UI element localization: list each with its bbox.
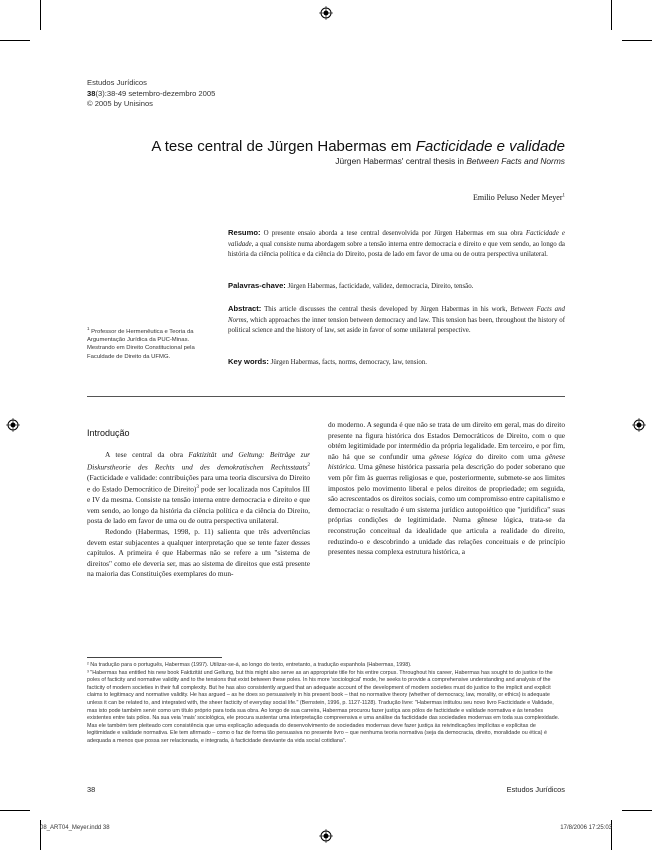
title-text: A tese central de Jürgen Habermas em	[151, 138, 416, 155]
paragraph-text: do direito com uma	[471, 451, 546, 461]
subtitle-italic: Between Facts and Norms	[466, 156, 565, 166]
abstract-block	[228, 304, 565, 337]
journal-header	[87, 78, 215, 110]
keywords-block	[228, 357, 565, 369]
emphasis-text: gênese histórica	[328, 451, 565, 472]
paragraph	[87, 450, 310, 527]
registration-mark-icon	[632, 418, 646, 432]
abstract-italic: Between Facts and Norms	[228, 306, 565, 324]
crop-mark	[622, 810, 652, 811]
footnote-2: ² Na tradução para o português, Habermas (1997). Utilizar-se-á, ao longo do texto, entretanto, a tradução espanhola (Habermas, 1998).	[87, 662, 412, 668]
paragraph-text: pode ser localizada nos Capítulos III e IV da mesma. Consiste na tensão interna entre democracia e direito e que vem sendo, ao longo da história da ciência política e da ciência do Direito, posta de lado em favor de uma ou de outra perspectiva unilateral.	[87, 484, 311, 526]
paragraph: Redondo (Habermas, 1998, p. 11) salienta que três advertências devem estar subjacentes a qualquer interpretação que se tente fazer desses capítulos. A primeira é que Habermas não se refere a um "sistema de direitos" como ele deveria ser, mas ao sistema de direitos que está presente na maioria das Constituições exemplares do mun-	[87, 527, 310, 579]
affiliation-text: Professor de Hermenêutica e Teoria da Argumentação Jurídica da PUC-Minas. Mestrando em Direito Constitucional pela Faculdade de Direito da UFMG.	[87, 328, 195, 360]
volume-number: 38	[87, 88, 96, 98]
author-affiliation	[87, 325, 212, 361]
print-slug-date: 17/8/2006 17:25:03	[560, 825, 612, 831]
paragraph-text: . Uma gênese histórica passaria pela descrição do poder soberano que vem pôr fim às guerras religiosas e que, posteriormente, submete-se aos limites impostos pelo movimento liberal e pelos direitos de propriedade; em seguida, são acrescentados os direitos sociais, como um compromisso entre capitalismo e democracia: o resultado é um sistema jurídico autopoiético que "juridifica" suas próprias condições de legitimidade. Numa gênese lógica, trata-se da reconstrução conceitual da idealidade que articula a realidade do direito, reduzindo-o e descobrindo a unidade das relações conceituais e de princípio presentes nessa complexa estrutura histórica, a	[328, 462, 565, 557]
resumo-block	[228, 228, 565, 261]
article-subtitle	[87, 156, 565, 166]
author-footnote-mark: 1	[562, 193, 565, 199]
footnote-ref: 2	[307, 462, 310, 468]
title-italic: Facticidade e validade	[415, 138, 565, 155]
body-column-left	[87, 450, 310, 580]
resumo-italic: Facticidade e validade	[228, 230, 565, 248]
paragraph-text: A tese central da obra	[105, 450, 189, 459]
issue-details: (3):38-49 setembro-dezembro 2005	[95, 88, 216, 98]
paragraph-text: (Facticidade e validade: contribuições para uma teoria discursiva do Direito e do Estado Democrático de Direito)	[87, 472, 310, 494]
copyright: © 2005 by Unisinos	[87, 99, 153, 108]
footnote-3: ³ "Habermas has entitled his new book Faktizität und Geltung, but this might also serve as an appropriate title for his entire corpus. Throughout his career, Habermas has sought to do justice to the poles of facticity and normative validity and to the tensions that exist between these poles. In his more 'sociological' mode, he seeks to provide a comprehensive understanding and analysis of the facticity of modern societies in their full complexity. But he has also consistently argued that an adequate account of the development of modern societies must do justice to the implicit and explicit claims to legitimacy and normative validity. He has argued – as he does so persuasively in his present book – that no normative theory (whether of democracy, law, morality, or ethics) is adequate unless it can be related to, and integrated with, the sheer facticity of everyday social life." (Bernstein, 1996, p. 1127-1128). Tradução livre: "Habermas intitulou seu novo livro Facticidade e Validade, mas isto pode também servir como um título próprio para toda sua obra. Ao longo de sua carreira, Habermas procurou fazer justiça aos pólos de facticidade e validade normativa e às tensões existentes entre tais pólos. Na sua veia 'mais' sociológica, ele procura sustentar uma interpretação compreensiva e uma análise da facticidade das sociedades modernas em toda sua complexidade. Mas ele também tem pleiteado com consistência que uma explicação adequada do desenvolvimento de sociedades modernas deve fazer justiça às reivindicações implícitas e explícitas de legitimidade e validade normativa. Ele tem afirmado – como o faz de forma tão persuasiva no presente livro – que nenhuma teoria normativa (seja da democracia, direito, moralidade ou ética) é adequada a menos que possa ser relacionada, e integrada, à facticidade desviante da vida social cotidiana".	[87, 669, 560, 744]
author-name	[473, 193, 565, 202]
footnotes	[87, 662, 565, 746]
page-number: 38	[87, 785, 96, 794]
footer-journal-name: Estudos Jurídicos	[506, 785, 565, 794]
abstract-text: This article discusses the central thesis developed by Jürgen Habermas in his work,	[261, 306, 511, 313]
print-slug-file: 08_ART04_Meyer.indd 38	[40, 825, 110, 831]
resumo-text-end: , a qual consiste numa abordagem sobre a tensão interna entre democracia e direito e que vem sendo, ao longo da história da ciência política e da ciência do Direito, posta de lado em favor de uma ou de outra perspectiva unilateral.	[228, 240, 565, 258]
crop-mark	[0, 40, 30, 41]
resumo-text: O presente ensaio aborda a tese central desenvolvida por Jürgen Habermas em sua obra	[260, 230, 526, 237]
resumo-label: Resumo:	[228, 228, 261, 237]
emphasis-text: gênese lógica	[429, 451, 472, 461]
subtitle-text: Jürgen Habermas' central thesis in	[335, 156, 467, 166]
palavras-chave-label: Palavras-chave:	[228, 281, 286, 290]
crop-mark	[611, 0, 612, 30]
footnote-ref: 3	[196, 485, 199, 491]
palavras-chave-block	[228, 281, 565, 293]
body-column-right	[328, 420, 565, 558]
abstract-label: Abstract:	[228, 304, 262, 313]
registration-mark-icon	[6, 418, 20, 432]
registration-mark-icon	[319, 829, 333, 843]
palavras-chave-text: Jürgen Habermas, facticidade, validez, democracia, Direito, tensão.	[285, 283, 474, 290]
crop-mark	[40, 0, 41, 30]
article-title	[87, 138, 565, 156]
author-text: Emilio Peluso Neder Meyer	[472, 193, 563, 202]
keywords-label: Key words:	[228, 357, 269, 366]
affiliation-mark: 1	[87, 326, 90, 331]
issue-line	[87, 89, 215, 100]
crop-mark	[0, 810, 30, 811]
crop-mark	[622, 40, 652, 41]
book-title-german: Faktizität und Geltung: Beiträge zur Diskurstheorie des Rechts und des demokratischen Rechtsstaats	[87, 450, 310, 472]
journal-name: Estudos Jurídicos	[87, 78, 147, 87]
section-divider	[87, 396, 565, 397]
abstract-text-end: , which approaches the inner tension between democracy and law. This tension has been, throughout the history of political science and the history of law, set aside in favor of some unilateral perspective.	[228, 316, 565, 334]
paragraph	[328, 420, 565, 558]
keywords-text: Jürgen Habermas, facts, norms, democracy, law, tension.	[268, 359, 427, 366]
paragraph-text: do moderno. A segunda é que não se trata de um direito em geral, mas do direito presente na figura histórica dos Estados Democráticos de Direito, com o que obtém legitimidade por intermédio da própria legalidade. Em terceiro, e por fim, não há que se confundir uma	[328, 420, 565, 461]
registration-mark-icon	[319, 6, 333, 20]
section-heading: Introdução	[87, 428, 130, 438]
footnote-divider	[87, 657, 222, 658]
